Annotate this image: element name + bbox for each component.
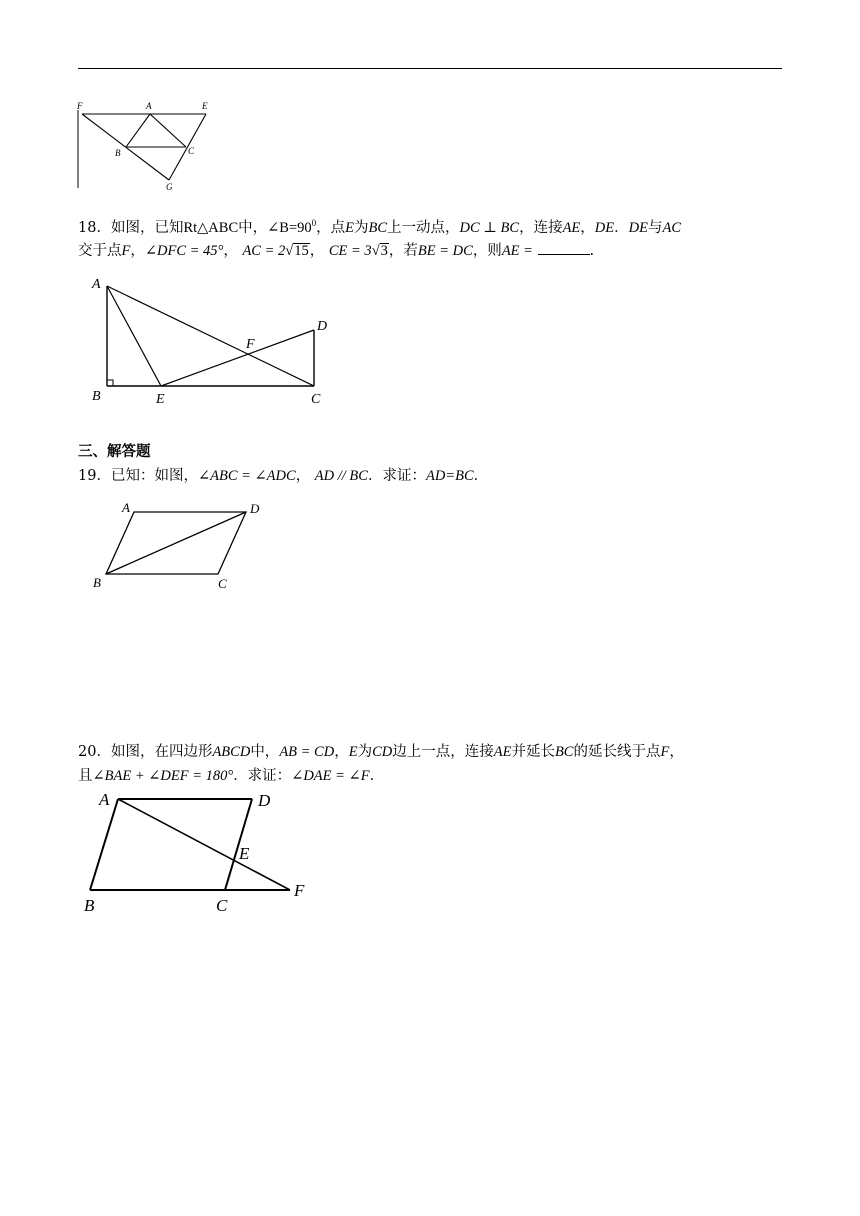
q18-math: AC xyxy=(662,219,682,236)
q18-text: ，点 xyxy=(316,219,346,236)
q18-text: 为 xyxy=(353,219,369,236)
question-18-line-1 xyxy=(78,210,784,241)
q18-math: BC xyxy=(368,219,388,236)
section-heading: 三、解答题 xyxy=(78,444,151,460)
q19-text: 已知：如图， xyxy=(110,468,198,484)
q18-math: ∠DFC = 45° xyxy=(144,243,224,259)
q20-math: E xyxy=(348,744,358,760)
q20-text: ， xyxy=(669,744,684,760)
q18-math: BE = DC xyxy=(417,243,473,259)
fig20-label-A: A xyxy=(99,790,110,809)
q20-text: 并延长 xyxy=(511,744,555,760)
fig19-label-D: D xyxy=(250,501,260,516)
q18-math: AE xyxy=(562,219,581,236)
fig19-label-C: C xyxy=(218,576,227,591)
q18-math: F xyxy=(121,243,131,259)
q18-text: ，若 xyxy=(388,243,418,259)
q18-text: ，则 xyxy=(472,243,502,259)
q20-math: ABCD xyxy=(212,744,251,760)
q18-text: ， xyxy=(223,243,238,259)
q20-text: ， xyxy=(334,744,349,760)
q19-text: ． xyxy=(473,468,489,484)
q18-text: 与 xyxy=(647,219,663,236)
fig19-label-B: B xyxy=(93,575,101,590)
q18-text: 交于点 xyxy=(78,243,122,259)
figure-q20 xyxy=(80,786,330,918)
q18-text: 如图，已知 xyxy=(110,219,184,236)
q18-text: 上一动点， xyxy=(387,219,460,236)
q18-math-degree: 0 xyxy=(311,218,317,228)
fig18-label-A: A xyxy=(92,277,101,292)
q20-math: BC xyxy=(554,744,574,760)
q20-text: 边上一点，连接 xyxy=(392,744,494,760)
q18-math-rt: Rt△ABC xyxy=(183,219,239,236)
q18-text: ， xyxy=(309,243,325,259)
fig20-label-B: B xyxy=(84,896,95,915)
q18-math-root: 3 xyxy=(380,243,388,259)
fig17-label-C: C xyxy=(188,146,195,156)
q20-text: ．求证： xyxy=(233,768,292,784)
q19-math: ∠ABC = ∠ADC xyxy=(197,468,296,484)
q19-math: AD // BC xyxy=(314,468,368,484)
fig18-label-B: B xyxy=(92,389,101,404)
fig20-label-C: C xyxy=(216,896,228,915)
q18-math: DC ⊥ BC xyxy=(459,219,520,236)
q18-number: 18． xyxy=(78,219,111,236)
q20-text: 为 xyxy=(357,744,373,760)
q18-math: AE = xyxy=(501,243,533,259)
fig17-label-F: F xyxy=(77,101,83,111)
q20-text: ． xyxy=(369,768,385,784)
answer-blank[interactable] xyxy=(538,240,590,255)
fig18-label-D: D xyxy=(317,319,328,334)
q20-text: 且 xyxy=(78,768,93,784)
header-rule xyxy=(78,68,782,69)
fig18-label-F: F xyxy=(246,337,255,352)
question-20-line-1 xyxy=(78,739,784,765)
q18-text: ， xyxy=(130,243,145,259)
fig18-label-C: C xyxy=(311,392,321,407)
question-19-line-1 xyxy=(78,463,784,489)
q20-math: ∠DAE = ∠F xyxy=(291,768,370,784)
q18-math: DE xyxy=(628,219,648,236)
q18-math: CE = 3 xyxy=(328,243,372,259)
q19-text: ， xyxy=(295,468,311,484)
q19-math: AD=BC xyxy=(425,468,474,484)
q20-text: 如图，在四边形 xyxy=(110,744,213,760)
fig17-label-E: E xyxy=(202,101,208,111)
fig17-label-G: G xyxy=(166,182,173,192)
q18-text: ，连接 xyxy=(519,219,563,236)
fig20-label-F: F xyxy=(294,881,305,900)
fig20-label-D: D xyxy=(258,791,271,810)
q18-text: . xyxy=(589,243,595,259)
q18-text: 中， xyxy=(238,219,268,236)
q18-math-angle-b: ∠B=90 xyxy=(267,219,312,236)
q18-math-root: 15 xyxy=(294,243,309,259)
q19-number: 19． xyxy=(78,468,111,484)
q18-text: ， xyxy=(580,219,595,236)
q19-text: ．求证： xyxy=(367,468,426,484)
figure-q19 xyxy=(88,498,278,594)
fig18-label-E: E xyxy=(156,392,165,407)
q20-math: AE xyxy=(493,744,512,760)
fig17-label-A: A xyxy=(146,101,152,111)
fig20-label-E: E xyxy=(239,844,250,863)
figure-q18 xyxy=(86,272,346,412)
q18-text: ． xyxy=(614,219,629,236)
q18-math: DE xyxy=(594,219,615,236)
fig17-label-B: B xyxy=(115,148,121,158)
q20-text: 中， xyxy=(250,744,280,760)
q20-text: 的延长线于点 xyxy=(573,744,661,760)
q18-math: E xyxy=(345,219,354,236)
question-18-line-2: 交于点F，∠DFC = 45°， AC = 2√15， CE = 3√3，若BE = DC，则AE = . xyxy=(78,238,784,264)
fig19-label-A: A xyxy=(122,500,130,515)
figure-q17 xyxy=(74,98,224,194)
q20-number: 20． xyxy=(78,744,111,760)
q20-math: F xyxy=(660,744,670,760)
q20-math: AB = CD xyxy=(279,744,335,760)
q18-math: AC = 2 xyxy=(242,243,286,259)
q20-math: CD xyxy=(372,744,393,760)
q20-math: ∠BAE + ∠DEF = 180° xyxy=(92,768,234,784)
